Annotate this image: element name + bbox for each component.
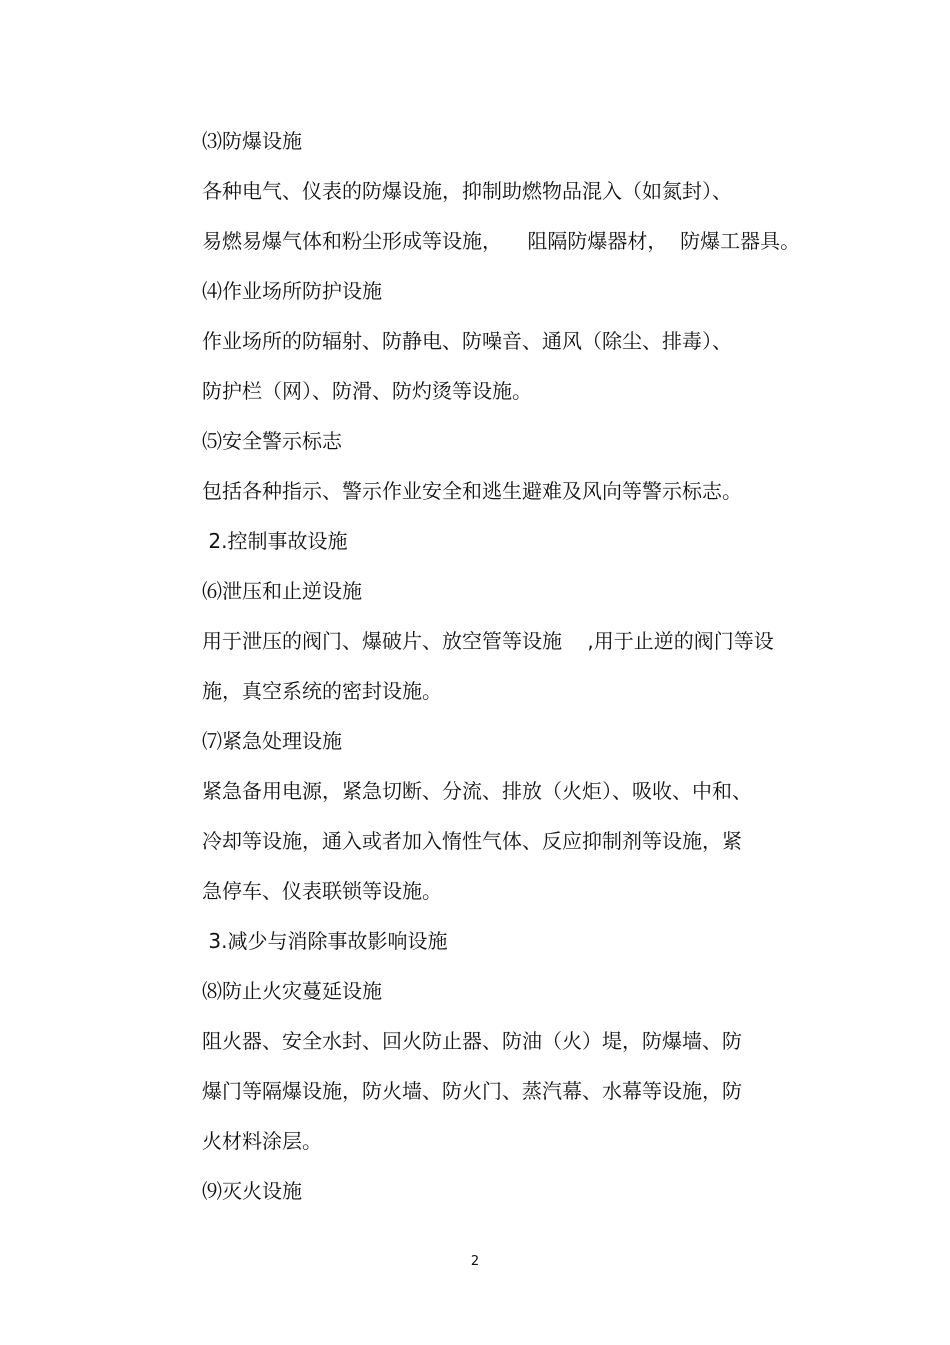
paragraph-line: 火材料涂层。 bbox=[202, 1129, 322, 1153]
heading-8-fire-spread: ⑻防止火灾蔓延设施 bbox=[202, 979, 382, 1003]
heading-7-emergency: ⑺紧急处理设施 bbox=[202, 729, 342, 753]
heading-5-safety-signs: ⑸安全警示标志 bbox=[202, 429, 342, 453]
paragraph-line: 用于泄压的阀门、爆破片、放空管等设施 ,用于止逆的阀门等设 bbox=[202, 629, 774, 653]
paragraph-line: 作业场所的防辐射、防静电、防噪音、通风（除尘、排毒）、 bbox=[202, 329, 732, 353]
paragraph-line: 包括各种指示、警示作业安全和逃生避难及风向等警示标志。 bbox=[202, 479, 742, 503]
paragraph-line: 紧急备用电源，紧急切断、分流、排放（火炬）、吸收、中和、 bbox=[202, 779, 752, 803]
heading-3-explosion-proof: ⑶防爆设施 bbox=[202, 129, 302, 153]
paragraph-line: 阻火器、安全水封、回火防止器、防油（火）堤，防爆墙、防 bbox=[202, 1029, 742, 1053]
paragraph-line: 急停车、仪表联锁等设施。 bbox=[202, 879, 442, 903]
paragraph-line: 冷却等设施，通入或者加入惰性气体、反应抑制剂等设施，紧 bbox=[202, 829, 742, 853]
paragraph-line: 爆门等隔爆设施，防火墙、防火门、蒸汽幕、水幕等设施，防 bbox=[202, 1079, 742, 1103]
section-heading-3: 3.减少与消除事故影响设施 bbox=[202, 929, 448, 953]
page-number: 2 bbox=[470, 1254, 480, 1269]
paragraph-line: 易燃易爆气体和粉尘形成等设施， 阻隔防爆器材， 防爆工器具。 bbox=[202, 229, 801, 253]
heading-9-fire-extinguishing: ⑼灭火设施 bbox=[202, 1179, 302, 1203]
paragraph-line: 防护栏（网）、防滑、防灼烫等设施。 bbox=[202, 379, 532, 403]
section-heading-2: 2.控制事故设施 bbox=[202, 529, 348, 553]
paragraph-line: 各种电气、仪表的防爆设施，抑制助燃物品混入（如氮封）、 bbox=[202, 179, 732, 203]
heading-6-pressure-relief: ⑹泄压和止逆设施 bbox=[202, 579, 362, 603]
heading-4-workplace-protection: ⑷作业场所防护设施 bbox=[202, 279, 382, 303]
paragraph-line: 施，真空系统的密封设施。 bbox=[202, 679, 442, 703]
